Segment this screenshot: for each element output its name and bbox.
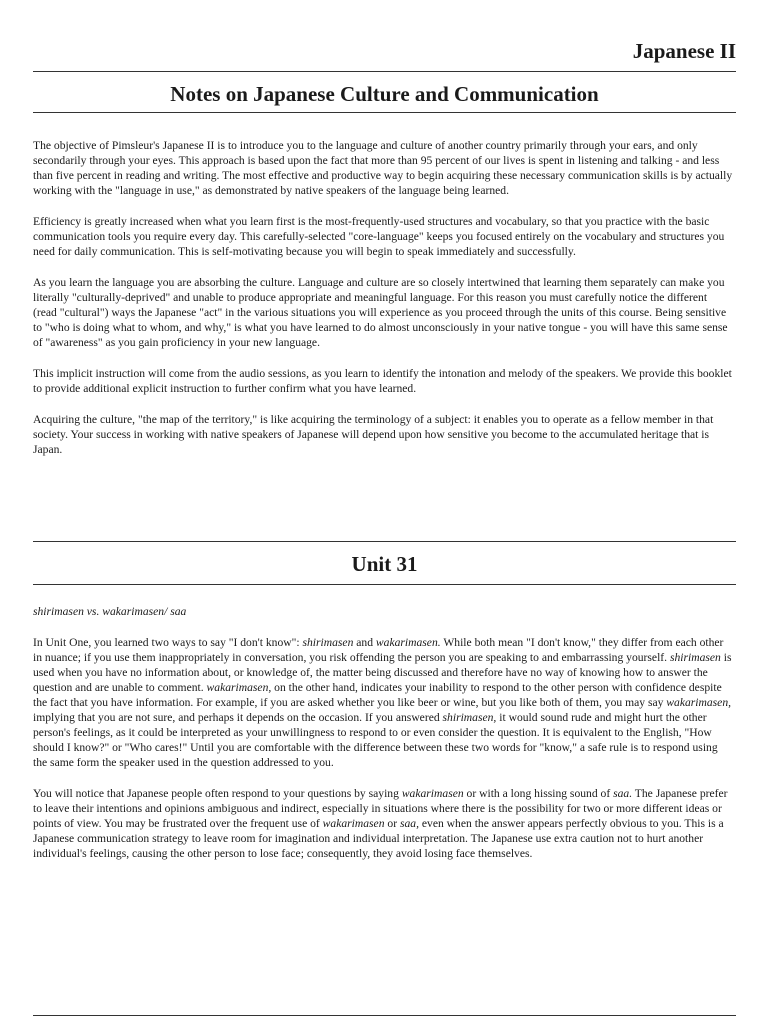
japanese-term: wakarimasen: [401, 787, 464, 800]
unit-body: [33, 604, 733, 877]
text-run: even when the answer appears perfectly obvious to you. This is a Japanese communication strategy to leave room for imagination and individual interpretation. The Japanese use extra caution not to hurt another individual's feelings, causing the other person to lose face; consequently, they avoid losing face themselves.: [33, 817, 724, 860]
section-title-unit: Unit 31: [351, 552, 418, 576]
japanese-term: saa.: [613, 787, 633, 800]
japanese-term: wakarimasen,: [666, 696, 732, 709]
paragraph: As you learn the language you are absorbing the culture. Language and culture are so closely intertwined that learning them separately can make you literally "culturally-deprived" and unable to produce appropriate and meaningful language. For this reason you must carefully notice the different (read "cultural") ways the Japanese "act" in the various situations you will experience as you proceed through the units of this course. Being sensitive to "who is doing what to whom, and why," is what you have learned to do almost unconsciously in your native tongue - you will have this same sense of "awareness" as you gain proficiency in your new language.: [33, 276, 728, 349]
japanese-term: shirimasen: [302, 636, 354, 649]
text-run: While both mean "I don't know," they differ from each other in nuance; if you use them inappropriately in conversation, you risk offending the person you are speaking to and embarrassing yourself.: [33, 636, 724, 664]
section-rule: [33, 112, 736, 113]
japanese-term: shirimasen,: [442, 711, 497, 724]
unit-subheading: shirimasen vs. wakarimasen/ saa: [33, 605, 187, 618]
text-run: In Unit One, you learned two ways to say "I don't know":: [33, 636, 303, 649]
paragraph: [33, 635, 733, 770]
japanese-term: wakarimasen: [322, 817, 385, 830]
text-run: The Japanese prefer to leave their intentions and opinions ambiguous and indirect, especially in situations where there is the possibility for two or more different ideas or points of view. You may be frustrated over the frequent use of: [33, 787, 728, 830]
paragraph: The objective of Pimsleur's Japanese II is to introduce you to the language and culture of another country primarily through your ears, and only secondarily through your eyes. This approach is based upon the fact that more than 95 percent of our lives is spent in listening and talking - and less than five percent in reading and writing. The most effective and productive way to begin acquiring these necessary communication skills is by actually working with the "language in use," as demonstrated by native speakers of the language being learned.: [33, 139, 733, 197]
paragraph: Efficiency is greatly increased when what you learn first is the most-frequently-used structures and vocabulary, so that you practice with the basic communication tools you require every day. This carefully-selected "core-language" keeps you focused entirely on the vocabulary and structures you need for daily communication. This is self-motivating because you will begin to speak immediately and successfully.: [33, 215, 725, 258]
section-title-notes: Notes on Japanese Culture and Communication: [170, 82, 599, 106]
text-run: and: [353, 636, 376, 649]
text-run: implying that you are not sure, and perhaps it depends on the occasion. If you answered: [33, 711, 443, 724]
paragraph: Acquiring the culture, "the map of the territory," is like acquiring the terminology of a subject: it enables you to operate as a fellow member in that society. Your success in working with native speakers of Japanese will depend upon how sensitive you become to the accumulated heritage that is Japan.: [33, 413, 714, 456]
text-run: or: [384, 817, 400, 830]
japanese-term: wakarimasen,: [206, 681, 272, 694]
section-rule: [33, 541, 736, 542]
japanese-term: saa,: [399, 817, 419, 830]
footer-rule: [33, 1015, 736, 1016]
header-rule: [33, 71, 736, 72]
text-run: it would sound rude and might hurt the other person's feelings, as it could be interpreted as your unwillingness to respond to or even consider the question. It is equivalent to the English, "How should I know?" or "Who cares!" Until you are comfortable with the difference between these two words for "know," a safe rule is to respond using the same form the speaker used in the question addressed to you.: [33, 711, 718, 769]
paragraph: [33, 786, 733, 861]
text-run: or with a long hissing sound of: [463, 787, 614, 800]
text-run: You will notice that Japanese people often respond to your questions by saying: [33, 787, 402, 800]
section-rule: [33, 584, 736, 585]
japanese-term: wakarimasen.: [375, 636, 441, 649]
paragraph: This implicit instruction will come from the audio sessions, as you learn to identify the intonation and melody of the speakers. We provide this booklet to provide additional explicit instruction to further confirm what you have learned.: [33, 367, 732, 395]
text-run: on the other hand, indicates your inability to respond to the other person with confidence despite the fact that you have information. For example, if you are asked whether you like beer or wine, but you like both of them, you may say: [33, 681, 722, 709]
japanese-term: shirimasen: [669, 651, 721, 664]
notes-body: [33, 138, 733, 473]
text-run: is used when you have no information about, or knowledge of, the matter being discussed and therefore have no way of knowing how to answer the question and are unable to comment.: [33, 651, 732, 694]
running-header: Japanese II: [632, 39, 736, 63]
